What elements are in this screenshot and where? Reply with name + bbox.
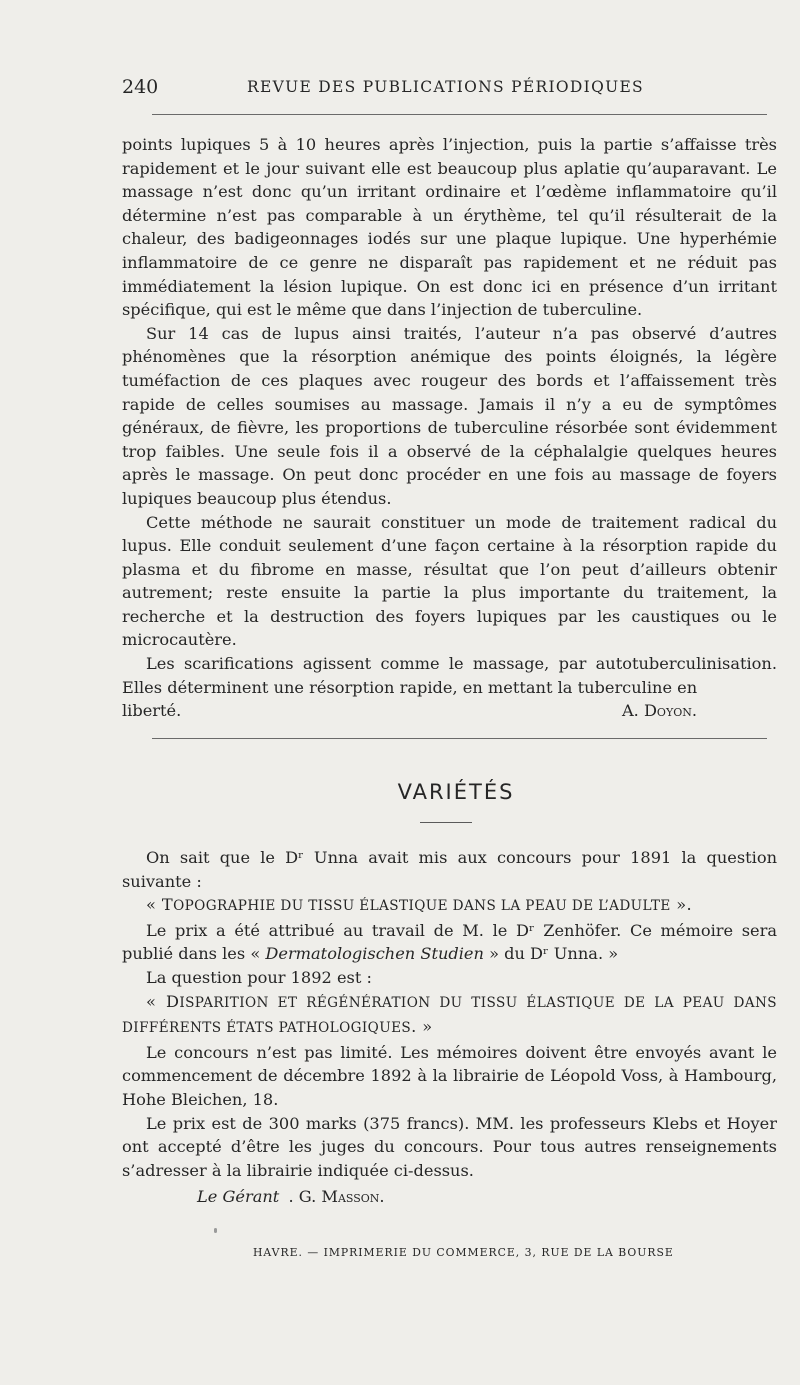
quote-text: ISPARITION ET RÉGÉNÉRATION DU TISSU ÉLASTIQUE DE LA PEAU DANS DIFFÉRENTS ÉTATS PATHOLOGIQUES <box>122 994 777 1037</box>
quote-text: OPOGRAPHIE DU TISSU ÉLASTIQUE DANS LA PEAU DE L’ADULTE <box>173 898 671 915</box>
page-header <box>122 76 772 100</box>
article-paragraph: Les scarifications agissent comme le massage, par autotuberculinisation. Elles déterminent une résorption rapide, en mettant la tuberculine en <box>122 654 777 697</box>
article-text <box>122 133 777 723</box>
varietes-paragraph: Le concours n’est pas limité. Les mémoires doivent être envoyés avant le commencement de décembre 1892 à la librairie de Léopold Voss, à Hambourg, Hohe Bleichen, 18. <box>122 1042 777 1109</box>
section-title <box>0 780 800 804</box>
author-signature: A. Doyon. <box>621 701 697 721</box>
printer-imprint: HAVRE. — IMPRIMERIE DU COMMERCE, 3, RUE DE LA BOURSE <box>253 1246 674 1259</box>
ink-speck <box>214 1228 217 1233</box>
gerant-label: Le Gérant <box>197 1187 280 1206</box>
running-title: REVUE DES PUBLICATIONS PÉRIODIQUES <box>247 78 644 96</box>
quoted-question-2: « DISPARITION ET RÉGÉNÉRATION DU TISSU ÉLASTIQUE DE LA PEAU DANS DIFFÉRENTS ÉTATS PATHOLOGIQUES. » <box>122 991 777 1037</box>
article-closing-line <box>122 699 777 723</box>
publisher-line: Le Gérant . G. Masson. <box>197 1187 385 1206</box>
article-last-line: liberté. <box>122 701 182 721</box>
quote-initial: T <box>161 895 174 915</box>
title-underline <box>420 822 472 823</box>
varietes-text <box>122 846 777 1182</box>
varietes-paragraph: La question pour 1892 est : <box>146 967 372 987</box>
page-number: 240 <box>122 76 159 98</box>
article-paragraph: Sur 14 cas de lupus ainsi traités, l’auteur n’a pas observé d’autres phénomènes que la résorption anémique des points éloignés, la légère tuméfaction de ces plaques avec rougeur des bords et l’affaissement très rapide de celles soumises au massage. Jamais il n’y a eu de symptômes généraux, de fièvre, les proportions de tuberculine résorbée sont évidemment trop faibles. Une seule fois il a observé de la céphalalgie quelques heures après le massage. On peut donc procéder en une fois au massage de foyers lupiques beaucoup plus étendus. <box>122 323 777 508</box>
varietes-paragraph: On sait que le Dʳ Unna avait mis aux concours pour 1891 la question suivante : <box>122 848 777 891</box>
quoted-question-1: « TOPOGRAPHIE DU TISSU ÉLASTIQUE DANS LA PEAU DE L’ADULTE ». <box>146 895 693 915</box>
article-paragraph: Cette méthode ne saurait constituer un mode de traitement radical du lupus. Elle conduit seulement d’une façon certaine à la résorption rapide du plasma et du fibrome en masse, résultat que l’on peut d’ailleurs obtenir autrement; reste ensuite la partie la plus importante du traitement, la recherche et la destruction des foyers lupiques par les caustiques ou le microcautère. <box>122 512 777 650</box>
gerant-name: G. Masson. <box>298 1187 385 1206</box>
varietes-paragraph: Le prix a été attribué au travail de M. le Dʳ Zenhöfer. Ce mémoire sera publié dans les « Dermatologischen Studien » du Dʳ Unna. » <box>122 920 777 964</box>
varietes-paragraph: Le prix est de 300 marks (375 francs). MM. les professeurs Klebs et Hoyer ont accepté d’être les juges du concours. Pour tous autres renseignements s’adresser à la librairie indiquée ci-dessus. <box>122 1113 777 1180</box>
section-title-text: VARIÉTÉS <box>397 780 515 804</box>
article-paragraph: points lupiques 5 à 10 heures après l’injection, puis la partie s’affaisse très rapidement et le jour suivant elle est beaucoup plus aplatie qu’auparavant. Le massage n’est donc qu’un irritant ordinaire et l’œdème inflammatoire qu’il détermine n’est pas comparable à un érythème, tel qu’il résulterait de la chaleur, des badigeonnages iodés sur une plaque lupique. Une hyperhémie inflammatoire de ce genre ne disparaît pas rapidement et ne réduit pas immédiatement la lésion lupique. On est donc ici en présence d’un irritant spécifique, qui est le même que dans l’injection de tuberculine. <box>122 135 777 320</box>
quote-initial: D <box>165 991 180 1011</box>
section-separator-rule <box>152 738 767 739</box>
header-rule <box>152 114 767 115</box>
journal-title: Dermatologischen Studien <box>265 944 484 964</box>
